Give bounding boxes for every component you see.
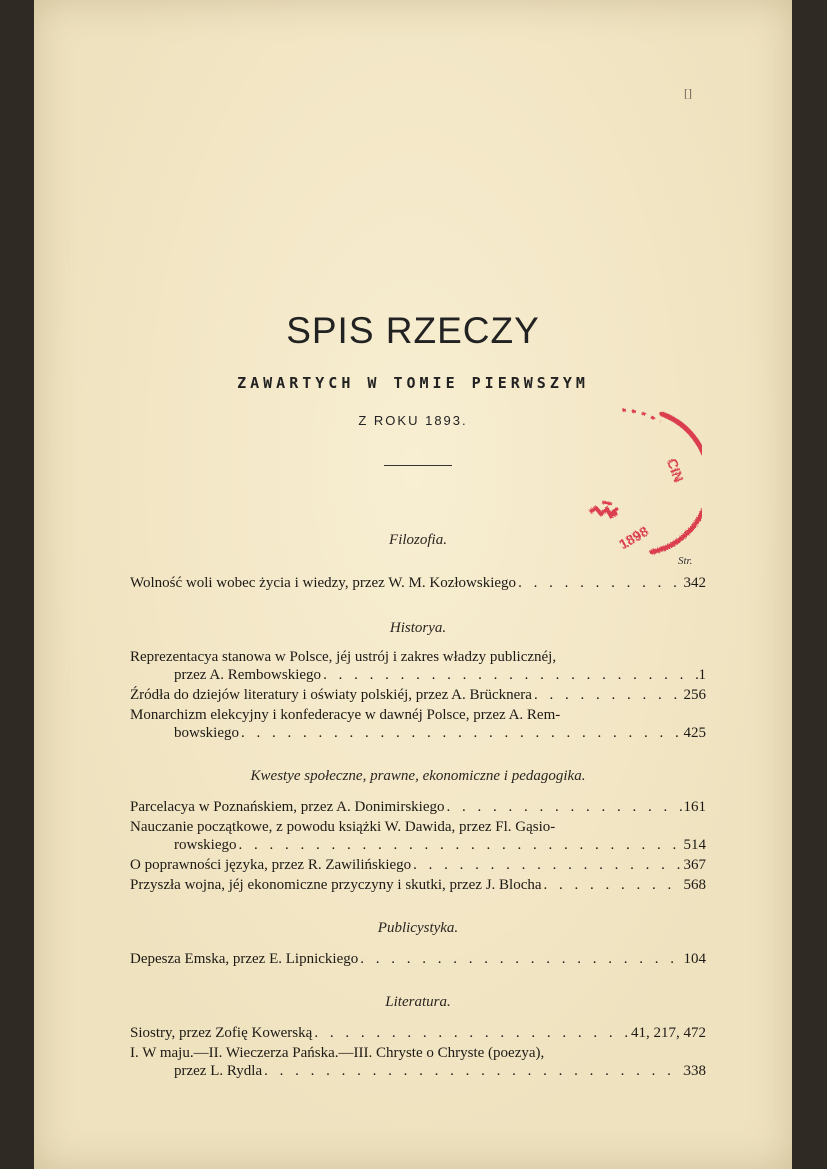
toc-page-number: 338 xyxy=(683,1063,706,1079)
toc-page-number: 568 xyxy=(683,877,706,893)
toc-entry-title-cont: bowskiego xyxy=(174,725,239,741)
toc-page-number: 367 xyxy=(683,857,706,873)
svg-text:1898: 1898 xyxy=(616,522,652,553)
section-heading-literatura: Literatura. xyxy=(385,994,451,1010)
toc-page-number: 1 xyxy=(698,667,706,683)
dot-leader xyxy=(237,836,684,854)
toc-entry-title: Przyszła wojna, jéj ekonomiczne przyczyny i skutki, przez J. Blocha xyxy=(130,877,542,893)
toc-entry xyxy=(130,1044,706,1080)
toc-entry xyxy=(130,876,706,894)
toc-page-number: 425 xyxy=(683,725,706,741)
toc-entry-title: Depesza Emska, przez E. Lipnickiego xyxy=(130,951,359,967)
section-heading-publicystyka: Publicystyka. xyxy=(377,920,459,936)
toc-entry xyxy=(130,574,706,592)
toc-page-number: 161 xyxy=(683,799,706,815)
page-subtitle: ZAWARTYCH W TOMIE PIERWSZYM xyxy=(237,374,589,392)
dot-leader xyxy=(321,666,698,684)
toc-entry xyxy=(130,648,706,684)
toc-entry xyxy=(130,706,706,742)
document-page xyxy=(34,0,792,1169)
dot-leader xyxy=(262,1062,683,1080)
toc-entry xyxy=(130,856,706,874)
dot-leader xyxy=(358,950,683,968)
toc-page-number: 41, 217, 472 xyxy=(631,1025,706,1041)
section-heading-historya: Historya. xyxy=(389,620,447,636)
corner-mark: [] xyxy=(684,86,692,100)
section-heading-filozofia: Filozofia. xyxy=(389,532,447,548)
toc-entry-title: Wolność woli wobec życia i wiedzy, przez W. M. Kozłowskiego xyxy=(130,575,517,591)
dot-leader xyxy=(445,798,684,816)
dot-leader xyxy=(516,574,683,592)
title-divider xyxy=(384,465,452,466)
section-heading-kwestye: Kwestye społeczne, prawne, ekonomiczne i pedagogika. xyxy=(250,768,586,784)
dot-leader xyxy=(532,686,684,704)
toc-entry xyxy=(130,686,706,704)
toc-page-number: 256 xyxy=(683,687,706,703)
toc-entry-title: I. W maju.—II. Wieczerza Pańska.—III. Chryste o Chryste (poezya), xyxy=(130,1045,545,1061)
year-line: Z ROKU 1893. xyxy=(358,413,468,428)
dot-leader xyxy=(312,1024,631,1042)
toc-entry-title: O poprawności języka, przez R. Zawilińskiego xyxy=(130,857,412,873)
page-title: SPIS RZECZY xyxy=(286,310,540,351)
toc-entry-title-cont: przez L. Rydla xyxy=(174,1063,263,1079)
svg-text:CIN: CIN xyxy=(663,456,688,485)
toc-entry-title: Reprezentacya stanowa w Polsce, jéj ustrój i zakres władzy publicznéj, xyxy=(130,649,557,665)
toc-entry-title: Źródła do dziejów literatury i oświaty polskiéj, przez A. Brücknera xyxy=(130,687,532,703)
toc-entry-title-cont: rowskiego xyxy=(174,837,237,853)
toc-page-number: 342 xyxy=(683,575,706,591)
toc-entry xyxy=(130,798,706,816)
toc-entry xyxy=(130,818,706,854)
toc-entry-title: Monarchizm elekcyjny i konfederacye w dawnéj Polsce, przez A. Rem- xyxy=(130,707,561,723)
dot-leader xyxy=(239,724,684,742)
toc-entry xyxy=(130,1024,706,1042)
toc-page-number: 104 xyxy=(683,951,706,967)
toc-page-number: 514 xyxy=(683,837,706,853)
dot-leader xyxy=(542,876,684,894)
toc-entry-title: Parcelacya w Poznańskiem, przez A. Donimirskiego xyxy=(130,799,445,815)
dot-leader xyxy=(411,856,683,874)
toc-entry xyxy=(130,950,706,968)
toc-entry-title: Siostry, przez Zofię Kowerską xyxy=(130,1025,313,1041)
page-column-label: Str. xyxy=(678,555,693,567)
toc-entry-title-cont: przez A. Rembowskiego xyxy=(174,667,322,683)
toc-entry-title: Nauczanie początkowe, z powodu książki W. Dawida, przez Fl. Gąsio- xyxy=(130,819,556,835)
